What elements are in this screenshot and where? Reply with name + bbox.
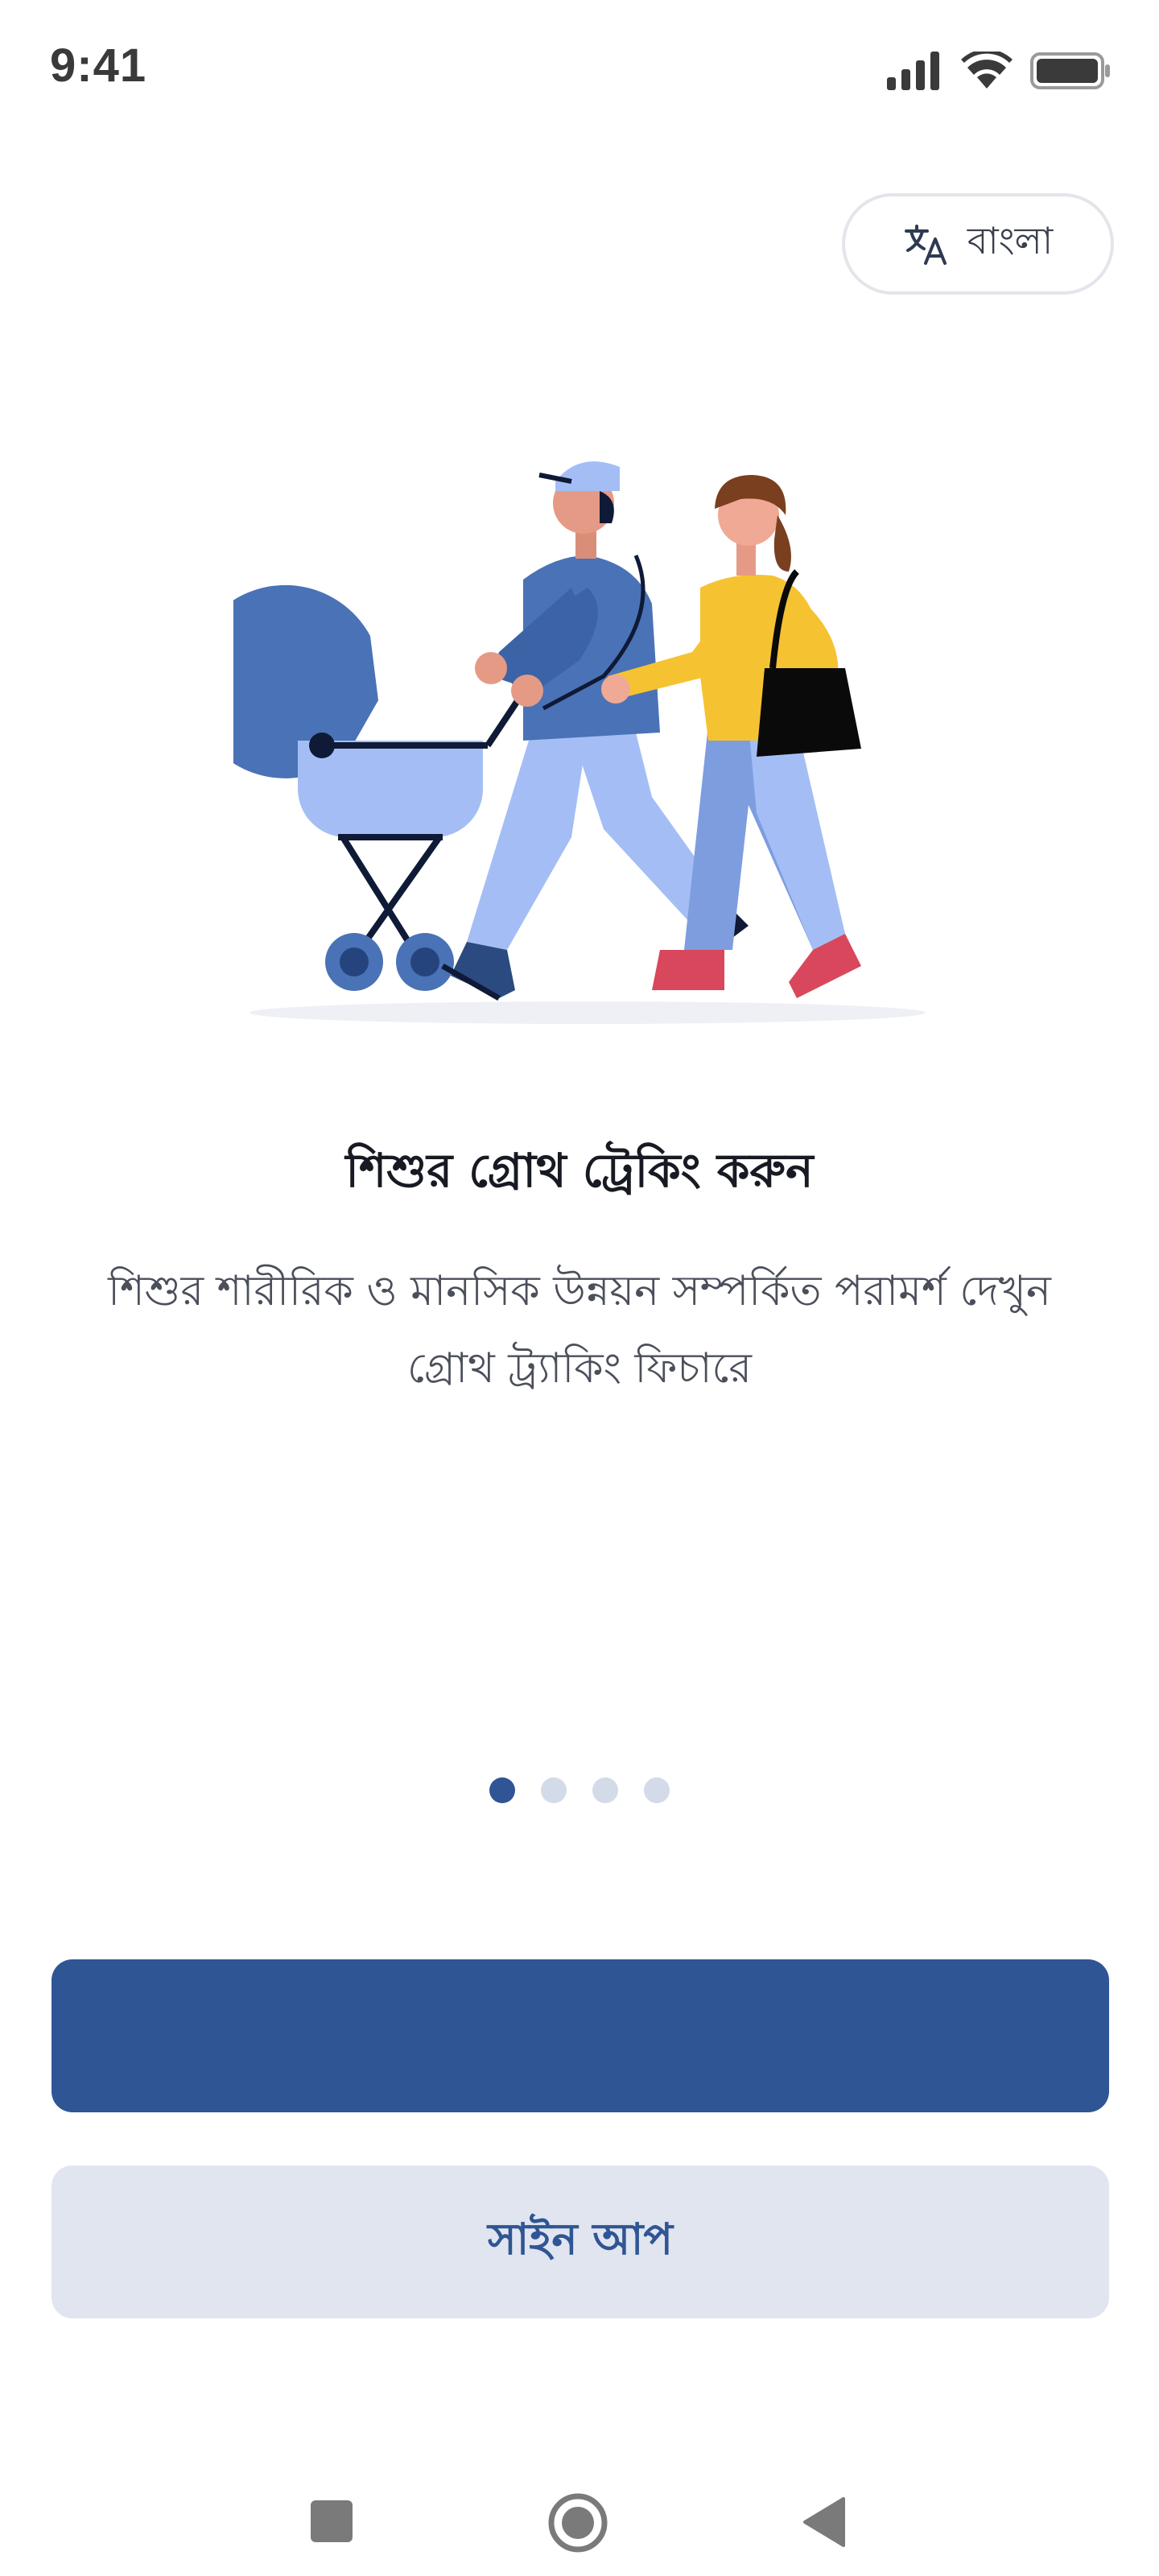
page-dot[interactable] [541, 1777, 567, 1803]
recents-square-icon[interactable] [311, 2500, 353, 2542]
page-indicator [0, 1777, 1159, 1803]
primary-action-button[interactable] [52, 1959, 1109, 2112]
page-dot[interactable] [592, 1777, 618, 1803]
family-stroller-illustration [233, 435, 926, 1030]
translate-icon [903, 221, 948, 266]
wifi-icon [961, 52, 1013, 90]
onboarding-title: শিশুর গ্রোথ ট্রেকিং করুন [345, 1143, 814, 1198]
status-bar [0, 0, 1159, 137]
status-time: 9:41 [50, 39, 147, 92]
back-triangle-icon[interactable] [802, 2497, 847, 2547]
signup-button[interactable] [52, 2165, 1109, 2318]
page-dot-active[interactable] [489, 1777, 515, 1803]
status-icons [887, 47, 1111, 95]
signup-button-label: সাইন আপ [487, 2214, 674, 2264]
signal-icon [887, 52, 943, 90]
system-navigation-bar [0, 2447, 1159, 2576]
onboarding-description: শিশুর শারীরিক ও মানসিক উন্নয়ন সম্পর্কিত পরামর্শ দেখুন গ্রোথ ট্র্যাকিং ফিচারে [108, 1267, 1051, 1393]
battery-icon [1030, 52, 1111, 89]
page-dot[interactable] [644, 1777, 670, 1803]
language-switch-button[interactable] [842, 193, 1114, 295]
language-label: বাংলা [967, 219, 1054, 262]
home-circle-icon[interactable] [547, 2492, 608, 2553]
